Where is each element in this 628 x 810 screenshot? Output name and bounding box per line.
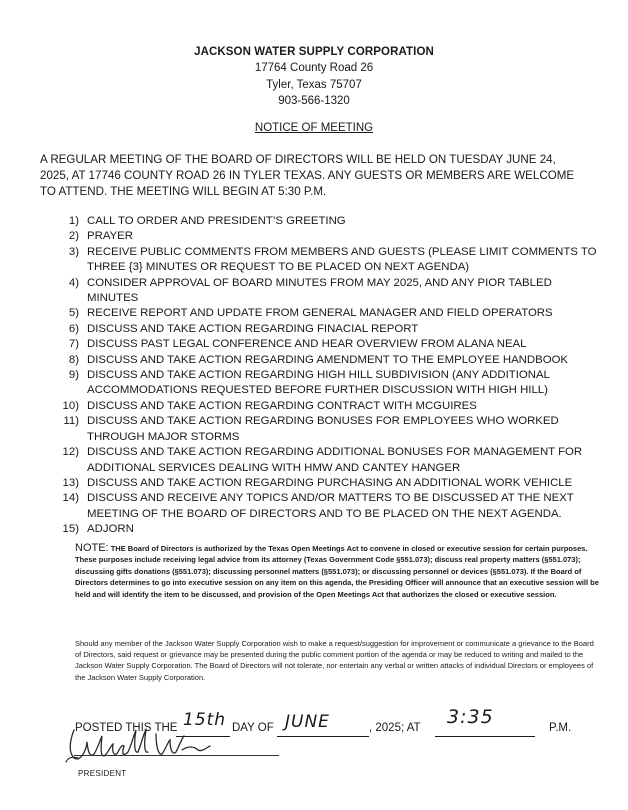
agenda-item [40,399,600,414]
agenda-item-text: DISCUSS AND TAKE ACTION REGARDING AMENDMENT TO THE EMPLOYEE HANDBOOK [87,353,569,366]
time-underline [435,736,535,737]
org-name: JACKSON WATER SUPPLY CORPORATION [194,46,434,58]
agenda-item-number: 2) [68,230,79,243]
agenda-item [40,322,600,337]
agenda-item [40,445,600,476]
agenda-item-number: 15) [62,523,79,536]
agenda-item [40,368,600,399]
agenda-item-number: 4) [68,276,79,289]
agenda-item [40,491,600,522]
agenda-item-text: ADJORN [87,523,134,536]
note-paragraph [75,543,600,600]
agenda-item-number: 13) [62,476,79,489]
agenda-item-text: CALL TO ORDER AND PRESIDENT’S GREETING [87,215,346,227]
agenda-item-number: 5) [68,307,79,320]
request-paragraph: Should any member of the Jackson Water Supply Corporation wish to make a request/suggestion for improvement or communicate a grievance to the Board of Directors, said request or grievance may be presented during the public comment portion of the agenda or may be reduced to writing and mailed to the Jackson Water Supply Corporation. The Board of Directors will not tolerate, nor entertain any verbal or written attacks of individual Directors or employees of the Jackson Water Supply Corporation. [75,639,594,682]
agenda-item [40,414,600,445]
agenda-item-text: DISCUSS AND TAKE ACTION REGARDING HIGH HILL SUBDIVISION (ANY ADDITIONAL ACCOMMODATIONS REQUESTED BEFORE FURTHER DISCUSSION WITH HIGH HILL) [87,369,550,397]
agenda-item-text: DISCUSS AND TAKE ACTION REGARDING BONUSES FOR EMPLOYEES WHO WORKED THROUGH MAJOR STORMS [87,415,559,443]
agenda-item-text: DISCUSS AND RECEIVE ANY TOPICS AND/OR MATTERS TO BE DISCUSSED AT THE NEXT MEETING OF THE BOARD OF DIRECTORS AND TO BE PLACED ON THE NEXT AGENDA. [87,492,574,520]
notice-title: NOTICE OF MEETING [254,122,374,134]
agenda-item-number: 12) [62,446,79,459]
agenda-item-number: 1) [68,215,79,227]
agenda-item-number: 3) [68,245,79,258]
org-phone: 903-566-1320 [278,95,350,107]
month-underline [277,736,369,737]
org-address: 17764 County Road 26 [254,62,374,74]
agenda-item [40,306,600,321]
agenda-item-number: 9) [68,369,79,382]
agenda-item-text: DISCUSS AND TAKE ACTION REGARDING PURCHASING AN ADDITIONAL WORK VEHICLE [87,476,573,489]
agenda-item [40,337,600,352]
posted-prefix: POSTED THIS THE [75,722,178,734]
agenda-item-text: CONSIDER APPROVAL OF BOARD MINUTES FROM MAY 2025, AND ANY PIOR TABLED MINUTES [87,276,552,305]
agenda-item-text: DISCUSS PAST LEGAL CONFERENCE AND HEAR OVERVIEW FROM ALANA NEAL [87,338,527,351]
agenda-item-text: DISCUSS AND TAKE ACTION REGARDING ADDITIONAL BONUSES FOR MANAGEMENT FOR ADDITIONAL SERVICES DEALING WITH HMW AND CANTEY HANGER [87,446,583,474]
agenda-item [40,522,600,537]
agenda-item-text: DISCUSS AND TAKE ACTION REGARDING FINACIAL REPORT [87,322,419,335]
agenda-item-number: 14) [62,492,79,505]
posted-day: 15th [183,710,227,730]
agenda-item [40,353,600,368]
org-city: Tyler, Texas 75707 [266,78,362,91]
agenda-item [40,276,600,307]
president-signature [60,722,250,768]
agenda-item-text: DISCUSS AND TAKE ACTION REGARDING CONTRACT WITH MCGUIRES [87,399,477,412]
agenda-item-number: 10) [62,399,79,412]
agenda-item-number: 7) [68,338,79,351]
agenda-item [40,214,600,229]
meeting-intro: A REGULAR MEETING OF THE BOARD OF DIRECTORS WILL BE HELD ON TUESDAY JUNE 24, 2025, AT 17746 COUNTY ROAD 26 IN TYLER TEXAS. ANY GUESTS OR MEMBERS ARE WELCOME TO ATTEND. THE MEETING WILL BEGIN AT 5:30 P.M. [40,153,575,198]
posted-day-of: DAY OF [232,722,274,734]
letterhead [0,44,628,110]
note-text: THE Board of Directors is authorized by the Texas Open Meetings Act to convene in closed or executive session for certain purposes. These purposes include receiving legal advice from its attorney (Texas Government Code §551.073); discuss real property matters (§551.073); discussing gifts donations (§551.073); discussing personnel matters (§551.073); or discussing personnel or devices (§551.073). If the Board of Directors determines to go into executive session on any item on this agenda, the Presiding Officer will announce that an executive session will be held and will identify the item to be discussed, and provision of the Open Meetings Act that authorizes the closed or executive session. [75,544,599,599]
posted-suffix: P.M. [549,722,572,734]
agenda-item-number: 8) [68,353,79,366]
agenda-item-text: RECEIVE PUBLIC COMMENTS FROM MEMBERS AND GUESTS (PLEASE LIMIT COMMENTS TO THREE {3} MINUTES OR REQUEST TO BE PLACED ON NEXT AGENDA) [87,245,597,274]
note-lead: NOTE: [75,542,109,554]
agenda-item [40,245,600,276]
agenda-list [40,214,600,538]
posted-time: 3:35 [447,706,494,728]
agenda-item-text: PRAYER [87,230,133,243]
agenda-item [40,229,600,244]
agenda-item-number: 11) [63,415,79,428]
signature-line [74,755,279,756]
president-label: PRESIDENT [78,769,127,778]
posted-year: , 2025; AT [369,722,421,734]
agenda-item-number: 6) [68,322,79,335]
agenda-item [40,476,600,491]
posted-month: JUNE [285,712,330,732]
agenda-item-text: RECEIVE REPORT AND UPDATE FROM GENERAL MANAGER AND FIELD OPERATORS [87,307,553,320]
